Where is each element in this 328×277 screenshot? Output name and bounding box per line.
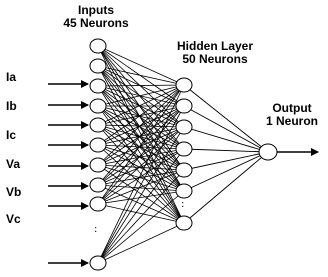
input-label-ib: Ib (6, 99, 17, 113)
input-neuron (90, 59, 106, 73)
input-ellipsis: : (94, 224, 98, 235)
hidden-layer-title (160, 40, 270, 66)
input-neuron (90, 158, 106, 172)
input-neuron (90, 118, 106, 132)
output-neuron (259, 144, 277, 160)
output-title (256, 102, 328, 128)
connection-line (184, 152, 268, 223)
hidden-ellipsis: : (181, 199, 185, 210)
input-neuron (90, 178, 106, 192)
input-label-vb: Vb (6, 185, 22, 199)
hidden-neuron (176, 184, 192, 198)
input-neuron (90, 197, 106, 211)
connection-line (184, 152, 268, 191)
input-label-va: Va (6, 157, 21, 171)
inputs-title-line1: Inputs (78, 3, 114, 17)
input-label-ic: Ic (6, 128, 17, 142)
input-label-vc: Vc (6, 212, 21, 226)
inputs-title (56, 4, 136, 30)
hidden-title-line1: Hidden Layer (176, 39, 254, 53)
input-neuron (90, 99, 106, 113)
connection-line (184, 149, 268, 152)
connection-line (98, 204, 184, 223)
input-neuron (90, 256, 106, 270)
hidden-neuron (176, 78, 192, 92)
connection-line (98, 185, 184, 223)
hidden-neuron (176, 216, 192, 230)
connection-line (98, 170, 184, 185)
hidden-neuron (176, 99, 192, 113)
inputs-title-line2: 45 Neurons (63, 16, 129, 30)
input-neuron (90, 79, 106, 93)
hidden-title-line2: 50 Neurons (182, 52, 248, 66)
connection-line (98, 66, 184, 149)
neurons (90, 39, 277, 270)
connection-line (184, 152, 268, 170)
output-title-line2: 1 Neuron (265, 114, 318, 128)
input-label-ia: Ia (6, 70, 17, 84)
input-neuron (90, 39, 106, 53)
hidden-neuron (176, 163, 192, 177)
connection-line (184, 127, 268, 152)
hidden-neuron (176, 142, 192, 156)
hidden-neuron (176, 120, 192, 134)
input-neuron (90, 138, 106, 152)
output-title-line1: Output (272, 101, 312, 115)
